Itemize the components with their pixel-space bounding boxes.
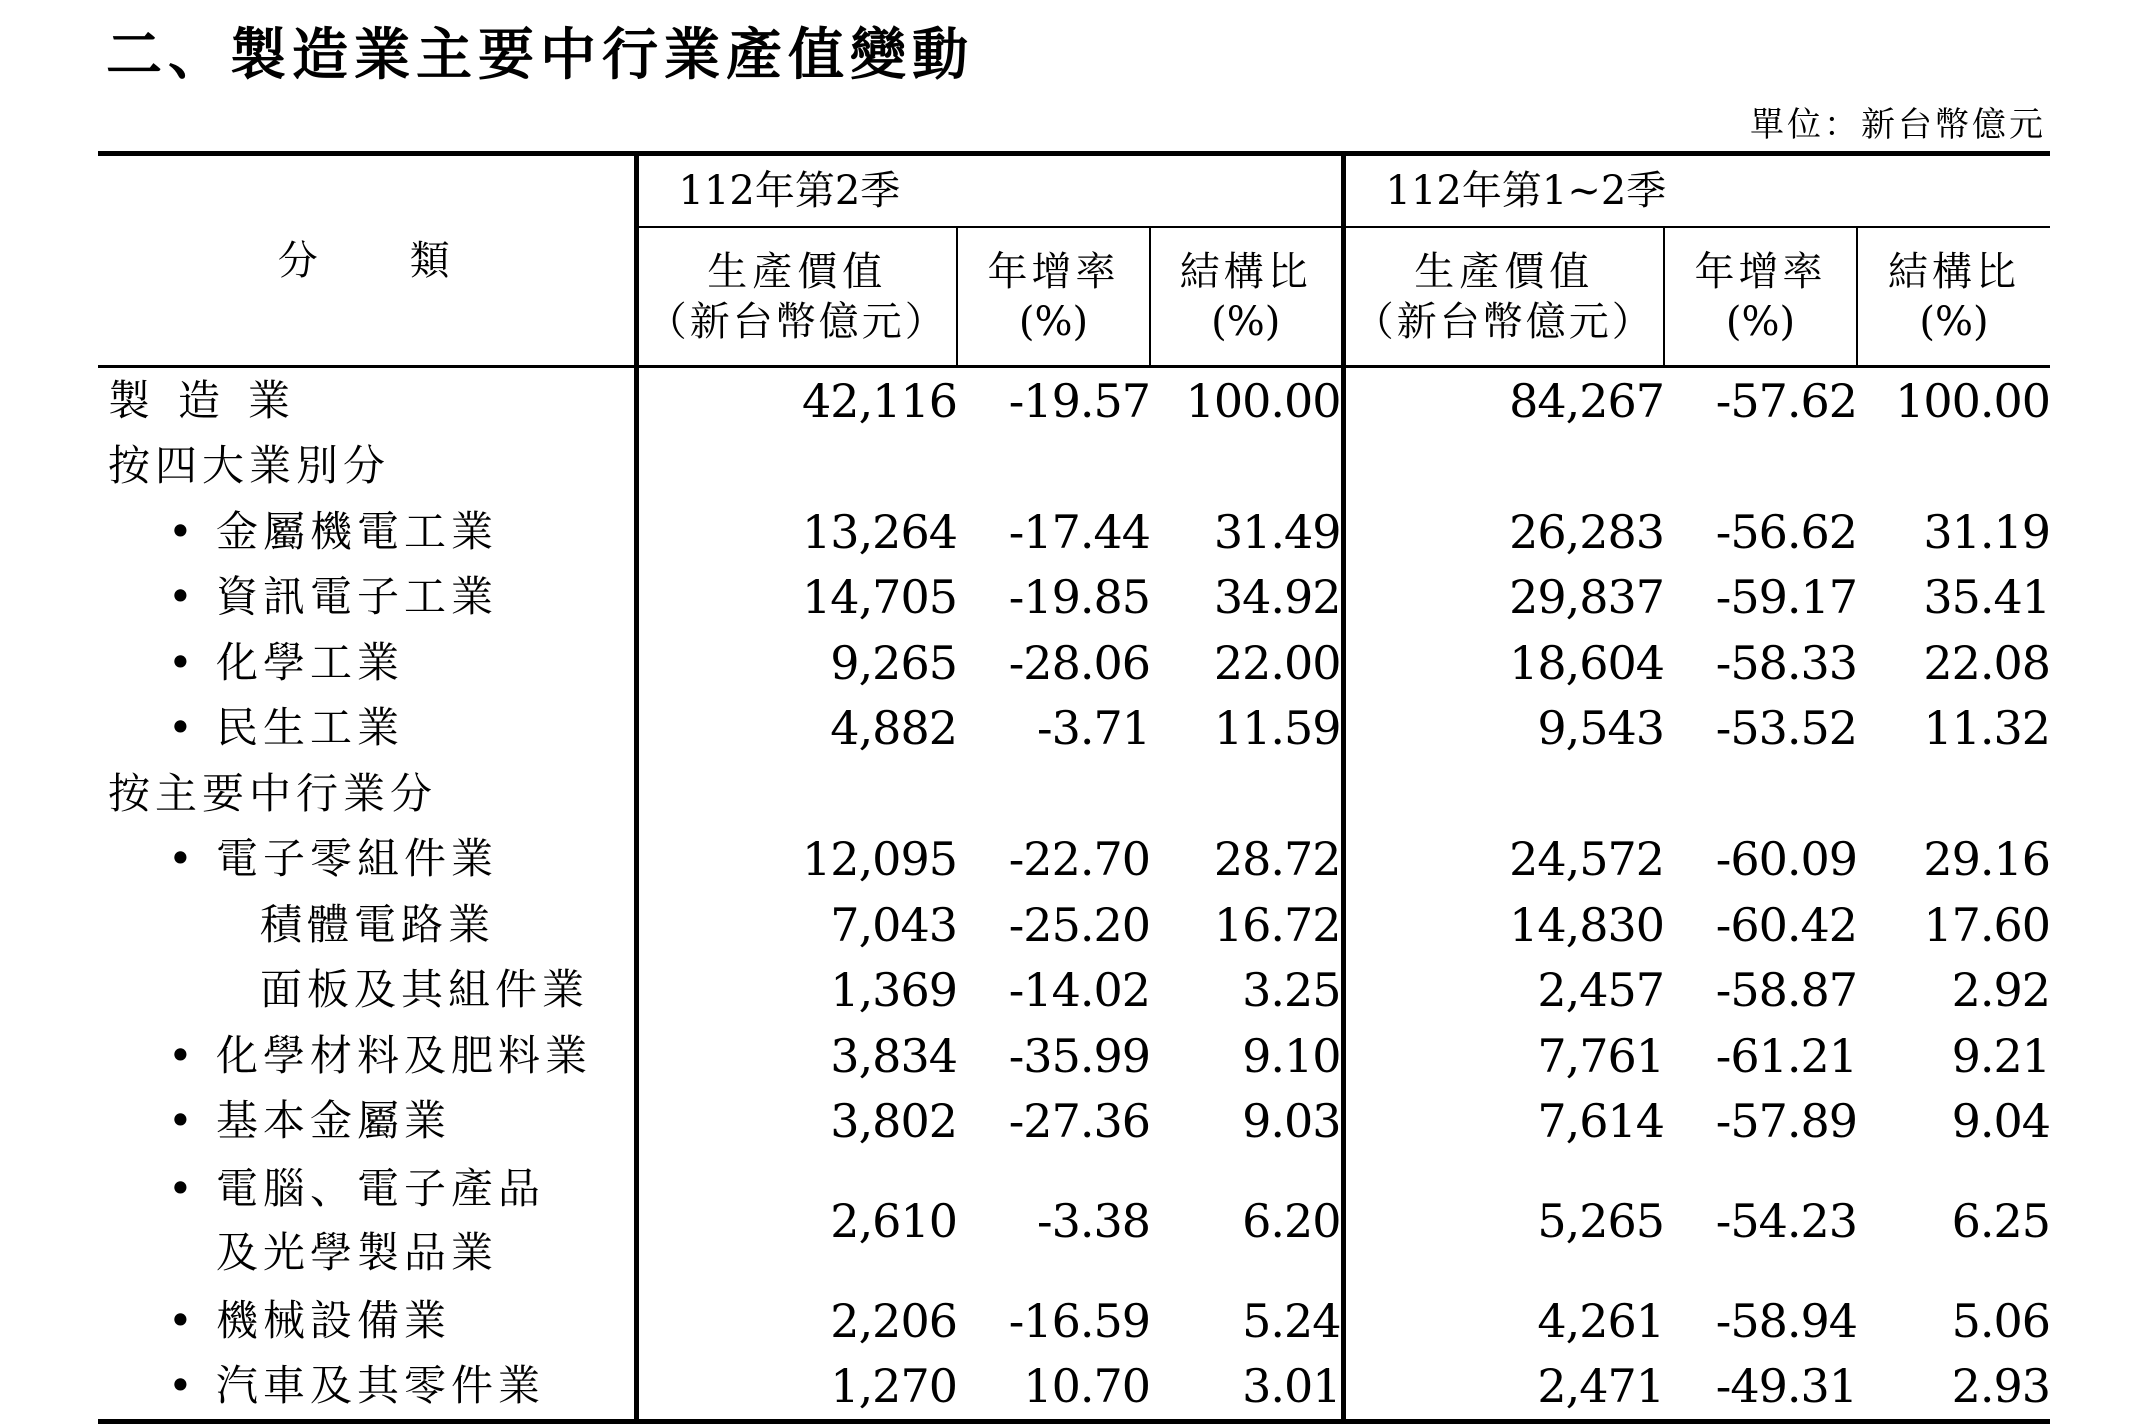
- row-label: [98, 1154, 636, 1288]
- share-cell: 35.41: [1923, 570, 2051, 625]
- row-label: [98, 827, 636, 893]
- row-label: [98, 499, 636, 565]
- table-row: [98, 827, 2050, 893]
- row-label: 製造業: [98, 367, 636, 434]
- table-row: [98, 565, 2050, 631]
- share-cell: 34.92: [1213, 570, 1341, 625]
- value-cell: 12,095: [802, 832, 957, 887]
- table-body: [98, 367, 2050, 1422]
- growth-cell: -59.17: [1715, 570, 1858, 625]
- bullet-icon: •: [168, 834, 193, 884]
- growth-cell: -56.62: [1715, 504, 1858, 559]
- row-label-text: 汽車及其零件業: [216, 1361, 546, 1411]
- value-cell: 4,261: [1343, 1288, 1664, 1354]
- growth-cell: -57.62: [1715, 373, 1858, 428]
- growth-cell: -14.02: [1008, 963, 1150, 1018]
- bullet-icon: •: [168, 1361, 193, 1411]
- growth-cell: -61.21: [1715, 1028, 1858, 1083]
- share-cell: 28.72: [1213, 832, 1341, 887]
- value-cell: 5,265: [1343, 1154, 1664, 1288]
- value-cell: 3,834: [830, 1028, 957, 1083]
- value-cell: [1343, 434, 1664, 500]
- value-cell: 4,882: [830, 701, 957, 756]
- share-cell: 5.24: [1242, 1293, 1341, 1348]
- growth-cell: -60.42: [1715, 897, 1858, 952]
- table-row: [98, 1089, 2050, 1155]
- value-cell: 42,116: [802, 373, 957, 428]
- growth-cell: -22.70: [1008, 832, 1150, 887]
- row-label: [98, 630, 636, 696]
- section-row: [98, 761, 2050, 827]
- growth-header-1: 年增率 (%): [957, 227, 1150, 367]
- bullet-icon: •: [168, 1295, 193, 1345]
- value-cell: 2,471: [1343, 1354, 1664, 1422]
- value-cell: [636, 761, 957, 827]
- growth-cell: -3.38: [1037, 1194, 1150, 1248]
- row-label-text: 資訊電子工業: [216, 572, 499, 622]
- value-cell: 3,802: [830, 1094, 957, 1149]
- production-value-table: [98, 151, 2050, 1424]
- share-cell: 9.03: [1242, 1094, 1341, 1149]
- value-cell: 2,610: [830, 1194, 957, 1248]
- value-cell: 7,761: [1343, 1023, 1664, 1089]
- share-cell: 6.25: [1951, 1194, 2051, 1248]
- value-cell: 1,369: [830, 963, 957, 1018]
- row-label: [98, 1354, 636, 1422]
- growth-cell: -57.89: [1715, 1094, 1858, 1149]
- growth-cell: -28.06: [1008, 635, 1150, 690]
- row-label: [98, 565, 636, 631]
- growth-cell: -35.99: [1008, 1028, 1150, 1083]
- growth-cell: [1664, 434, 1857, 500]
- growth-cell: -25.20: [1008, 897, 1150, 952]
- bullet-icon: •: [168, 1030, 193, 1080]
- row-label: [98, 1089, 636, 1155]
- share-cell: 5.06: [1951, 1293, 2051, 1348]
- share-cell: 2.92: [1951, 963, 2051, 1018]
- growth-header-2: 年增率 (%): [1664, 227, 1857, 367]
- share-cell: 9.04: [1951, 1094, 2051, 1149]
- value-cell: 7,043: [830, 897, 957, 952]
- share-cell: 29.16: [1923, 832, 2051, 887]
- value-cell: 2,457: [1343, 958, 1664, 1024]
- share-cell: 2.93: [1951, 1359, 2051, 1414]
- bullet-icon: •: [168, 506, 193, 556]
- growth-cell: -16.59: [1008, 1293, 1150, 1348]
- growth-cell: -54.23: [1715, 1194, 1858, 1248]
- value-cell: 29,837: [1343, 565, 1664, 631]
- growth-cell: -19.85: [1008, 570, 1150, 625]
- share-cell: [1150, 434, 1343, 500]
- share-cell: 11.59: [1213, 701, 1341, 756]
- table-row: [98, 367, 2050, 434]
- row-label: 按四大業別分: [98, 434, 636, 500]
- share-cell: 22.00: [1213, 635, 1341, 690]
- row-label-text: 電子零組件業: [216, 834, 499, 884]
- value-cell: 14,705: [802, 570, 957, 625]
- share-cell: 22.08: [1923, 635, 2051, 690]
- growth-cell: -17.44: [1008, 504, 1150, 559]
- section-row: [98, 434, 2050, 500]
- share-cell: 3.25: [1242, 963, 1341, 1018]
- period-2-header: 112年第1~2季: [1343, 154, 2050, 228]
- share-header-1: 結構比 (%): [1150, 227, 1343, 367]
- value-cell: 7,614: [1343, 1089, 1664, 1155]
- table-row: [98, 499, 2050, 565]
- share-cell: 31.19: [1923, 504, 2051, 559]
- table-row: [98, 892, 2050, 958]
- value-cell: 9,543: [1343, 696, 1664, 762]
- growth-cell: -3.71: [1037, 701, 1150, 756]
- row-label: [98, 1023, 636, 1089]
- table-row: [98, 1288, 2050, 1354]
- value-cell: 24,572: [1343, 827, 1664, 893]
- row-label-text-line2: 及光學製品業: [216, 1228, 499, 1277]
- growth-cell: [957, 761, 1150, 827]
- table-row: [98, 1023, 2050, 1089]
- share-header-2: 結構比 (%): [1857, 227, 2050, 367]
- share-cell: 100.00: [1895, 373, 2051, 428]
- row-label-text: 民生工業: [216, 703, 405, 753]
- growth-cell: -58.94: [1715, 1293, 1858, 1348]
- row-label-text: 機械設備業: [216, 1295, 452, 1345]
- row-label-text: 電腦、電子產品: [216, 1164, 546, 1213]
- value-cell: 13,264: [802, 504, 957, 559]
- share-cell: [1857, 761, 2050, 827]
- growth-cell: -58.33: [1715, 635, 1858, 690]
- row-label: 積體電路業: [98, 892, 636, 958]
- row-label-text: 化學材料及肥料業: [216, 1030, 593, 1080]
- share-cell: 11.32: [1923, 701, 2051, 756]
- row-label: 按主要中行業分: [98, 761, 636, 827]
- share-cell: 3.01: [1242, 1359, 1341, 1414]
- share-cell: 16.72: [1213, 897, 1341, 952]
- row-label: [98, 1288, 636, 1354]
- bullet-icon: •: [168, 572, 193, 622]
- value-cell: 14,830: [1343, 892, 1664, 958]
- page-title: 二、製造業主要中行業產值變動: [106, 23, 974, 88]
- header-row-periods: [98, 154, 2050, 228]
- table-row: [98, 630, 2050, 696]
- bullet-icon: •: [168, 637, 193, 687]
- value-cell: 2,206: [830, 1293, 957, 1348]
- row-label-text: 化學工業: [216, 637, 405, 687]
- growth-cell: -53.52: [1715, 701, 1858, 756]
- growth-cell: 10.70: [1023, 1359, 1150, 1414]
- value-cell: 9,265: [830, 635, 957, 690]
- value-cell: [636, 434, 957, 500]
- share-cell: 17.60: [1923, 897, 2051, 952]
- value-header-1: 生產價值 （新台幣億元）: [636, 227, 957, 367]
- share-cell: 9.10: [1242, 1028, 1341, 1083]
- category-header: 分 類: [98, 154, 636, 367]
- growth-cell: [1664, 761, 1857, 827]
- growth-cell: -60.09: [1715, 832, 1858, 887]
- period-1-header: 112年第2季: [636, 154, 1343, 228]
- row-label: 面板及其組件業: [98, 958, 636, 1024]
- table-row: [98, 1154, 2050, 1288]
- unit-label: 單位：新台幣億元: [1750, 105, 2046, 145]
- share-cell: 31.49: [1213, 504, 1341, 559]
- bullet-icon: •: [168, 703, 193, 753]
- growth-cell: -27.36: [1008, 1094, 1150, 1149]
- row-label-text: 金屬機電工業: [216, 506, 499, 556]
- growth-cell: -19.57: [1008, 373, 1150, 428]
- value-cell: 1,270: [830, 1359, 957, 1414]
- value-cell: [1343, 761, 1664, 827]
- share-cell: 9.21: [1951, 1028, 2051, 1083]
- value-cell: 26,283: [1343, 499, 1664, 565]
- share-cell: 100.00: [1185, 373, 1341, 428]
- share-cell: 6.20: [1242, 1194, 1341, 1248]
- row-label-text: 基本金屬業: [216, 1096, 452, 1146]
- value-cell: 18,604: [1343, 630, 1664, 696]
- table-row: [98, 1354, 2050, 1422]
- share-cell: [1150, 761, 1343, 827]
- growth-cell: -49.31: [1715, 1359, 1858, 1414]
- row-label: [98, 696, 636, 762]
- table-row: [98, 696, 2050, 762]
- growth-cell: [957, 434, 1150, 500]
- bullet-icon: •: [168, 1096, 193, 1146]
- value-cell: 84,267: [1343, 367, 1664, 434]
- bullet-icon: •: [168, 1164, 193, 1213]
- table-row: [98, 958, 2050, 1024]
- value-header-2: 生產價值 （新台幣億元）: [1343, 227, 1664, 367]
- share-cell: [1857, 434, 2050, 500]
- growth-cell: -58.87: [1715, 963, 1858, 1018]
